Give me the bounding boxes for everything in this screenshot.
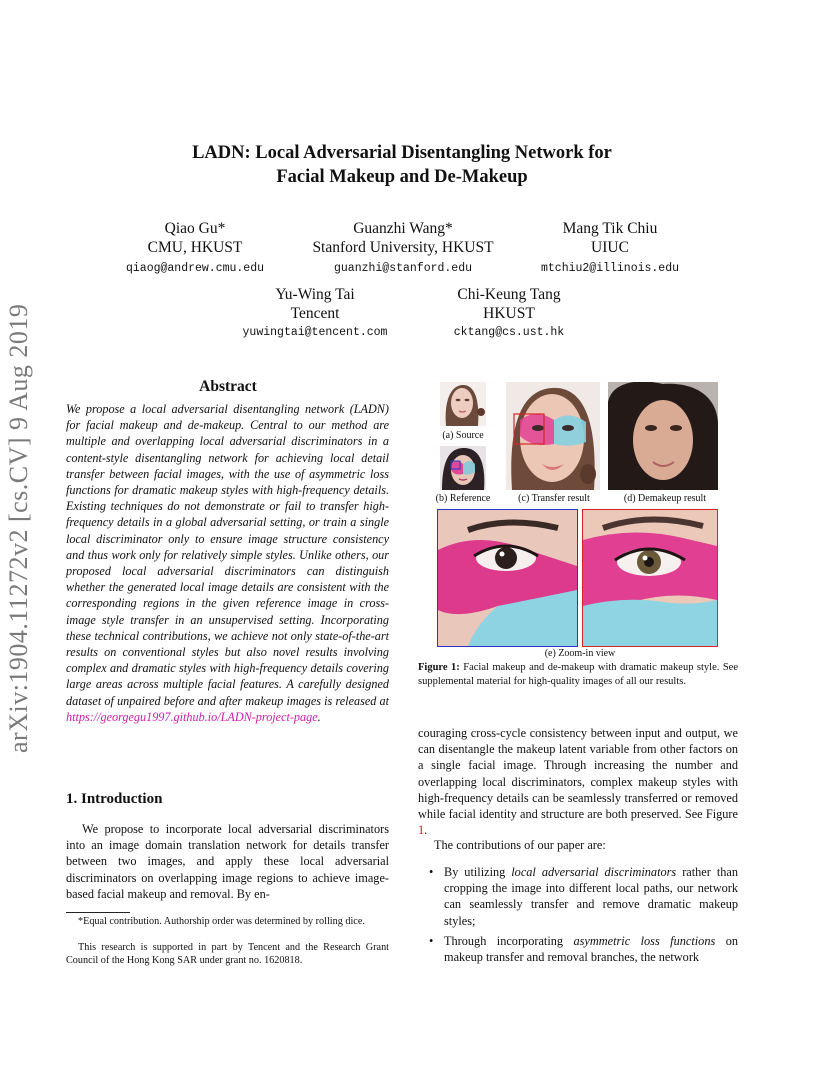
author-name: Guanzhi Wang* xyxy=(353,220,453,237)
paper-title xyxy=(100,141,704,189)
bullet-text: rather than cropping the image into different local paths, our network can seamlessly transfer and remove dramatic makeup styles; xyxy=(444,865,738,928)
project-page-link[interactable]: https://georgegu1997.github.io/LADN-project-page xyxy=(66,709,318,724)
list-item xyxy=(418,864,738,929)
author-affiliation: UIUC xyxy=(591,239,629,256)
arxiv-side-stamp xyxy=(4,286,54,770)
figure-caption-label: Figure 1: xyxy=(418,662,460,673)
author-name: Mang Tik Chiu xyxy=(562,220,658,237)
subcaption-d: (d) Demakeup result xyxy=(623,493,707,504)
author-name: Qiao Gu* xyxy=(164,220,226,237)
author-affiliation: Stanford University, HKUST xyxy=(312,239,494,256)
author-affiliation: CMU, HKUST xyxy=(147,239,243,256)
footnote-funding: This research is supported in part by Tencent and the Research Grant Council of the Hong Kong SAR under grant no. 1620818. xyxy=(66,942,389,966)
zoom-reference-image xyxy=(437,509,578,647)
author-block-3 xyxy=(530,219,690,257)
intro-paragraph: We propose to incorporate local adversarial discriminators into an image domain translation network for details transfer between two images, and apply these local adversarial discriminators on overlapping image regions to achieve image-based facial makeup and removal. By en- xyxy=(66,822,389,901)
author-email: cktang@cs.ust.hk xyxy=(453,326,565,339)
bullet-text: Through incorporating xyxy=(444,933,564,948)
bullet-emphasis: asymmetric loss functions xyxy=(573,933,716,948)
bullet-emphasis: local adversarial discriminators xyxy=(511,865,677,879)
author-email: mtchiu2@illinois.edu xyxy=(540,262,680,275)
contributions-list xyxy=(418,864,738,969)
author-block-2 xyxy=(296,219,510,257)
subcaption-a: (a) Source xyxy=(442,430,484,441)
author-affiliation: Tencent xyxy=(290,305,340,322)
right-column-paragraph xyxy=(418,725,738,838)
abstract-end: . xyxy=(317,709,321,724)
author-name: Yu-Wing Tai xyxy=(275,286,355,303)
footnote-rule xyxy=(66,912,130,913)
abstract-heading: Abstract xyxy=(199,378,257,395)
arxiv-id: arXiv:1904.11272v2 [cs.CV] 9 Aug 2019 xyxy=(4,303,33,753)
list-item xyxy=(418,933,738,965)
transfer-result-image xyxy=(506,382,600,490)
figure-1-reference-link[interactable]: 1 xyxy=(418,823,425,838)
bullet-icon: • xyxy=(429,865,434,879)
author-email: qiaog@andrew.cmu.edu xyxy=(125,262,265,275)
author-affiliation: HKUST xyxy=(483,305,535,322)
title-line-1: LADN: Local Adversarial Disentangling Network for xyxy=(192,143,612,163)
abstract-text: We propose a local adversarial disentangling network (LADN) for facial makeup and de-makeup. Central to our method are multiple and overlapping local adversarial discriminators in a content-style disentangling network for achieving local detail transfer between facial images, with the use of asymmetric loss functions for dramatic makeup styles with high-frequency details. Existing techniques do not demonstrate or fail to transfer high-frequency details in a global adversarial setting, or train a single local discriminator only to ensure image structure consistency and thus work only for relatively simple styles. Unlike others, our proposed local adversarial discriminators can distinguish whether the generated local image details are consistent with the corresponding regions in the given reference image in cross-image style transfer in an unsupervised setting. Incorporating these technical contributions, we achieve not only state-of-the-art results on conventional styles but also novel results involving complex and dramatic styles with high-frequency details covering large areas across multiple facial features. A carefully designed dataset of unpaired before and after makeup images is released at xyxy=(66,402,389,708)
abstract-body xyxy=(66,401,389,725)
title-line-2: Facial Makeup and De-Makeup xyxy=(276,167,528,187)
author-block-1 xyxy=(120,219,270,257)
source-face-image xyxy=(440,382,486,426)
author-email: yuwingtai@tencent.com xyxy=(242,326,388,339)
contributions-intro: The contributions of our paper are: xyxy=(434,838,606,852)
author-email: guanzhi@stanford.edu xyxy=(333,262,473,275)
reference-face-image xyxy=(440,446,486,490)
figure-1-caption xyxy=(418,661,738,689)
author-name: Chi-Keung Tang xyxy=(457,286,561,303)
author-block-4 xyxy=(240,285,390,323)
footnote-equal-contribution: *Equal contribution. Authorship order was determined by rolling dice. xyxy=(78,916,365,927)
zoom-transfer-image xyxy=(582,509,718,647)
author-block-5 xyxy=(434,285,584,323)
paragraph-end: . xyxy=(424,823,428,838)
demakeup-result-image xyxy=(608,382,718,490)
figure-1 xyxy=(432,380,728,659)
bullet-icon: • xyxy=(429,933,434,948)
subcaption-e: (e) Zoom-in view xyxy=(544,648,616,659)
section-heading-introduction: 1. Introduction xyxy=(66,791,163,807)
bullet-text: on makeup transfer and removal branches, the network xyxy=(444,933,738,965)
bullet-text: By utilizing xyxy=(444,865,506,879)
subcaption-c: (c) Transfer result xyxy=(518,493,590,504)
subcaption-b: (b) Reference xyxy=(435,493,491,504)
figure-caption-text: Facial makeup and de-makeup with dramatic makeup style. See supplemental material for high-quality images of all our results. xyxy=(418,662,739,688)
paragraph-text: couraging cross-cycle consistency between input and output, we can disentangle the makeup latent variable from other factors on a single facial image. Through increasing the number and overlapping local discriminators, complex makeup styles with high-frequency details can be seamlessly transferred or removed while facial identity and structure are both preserved. See Figure xyxy=(418,726,738,822)
